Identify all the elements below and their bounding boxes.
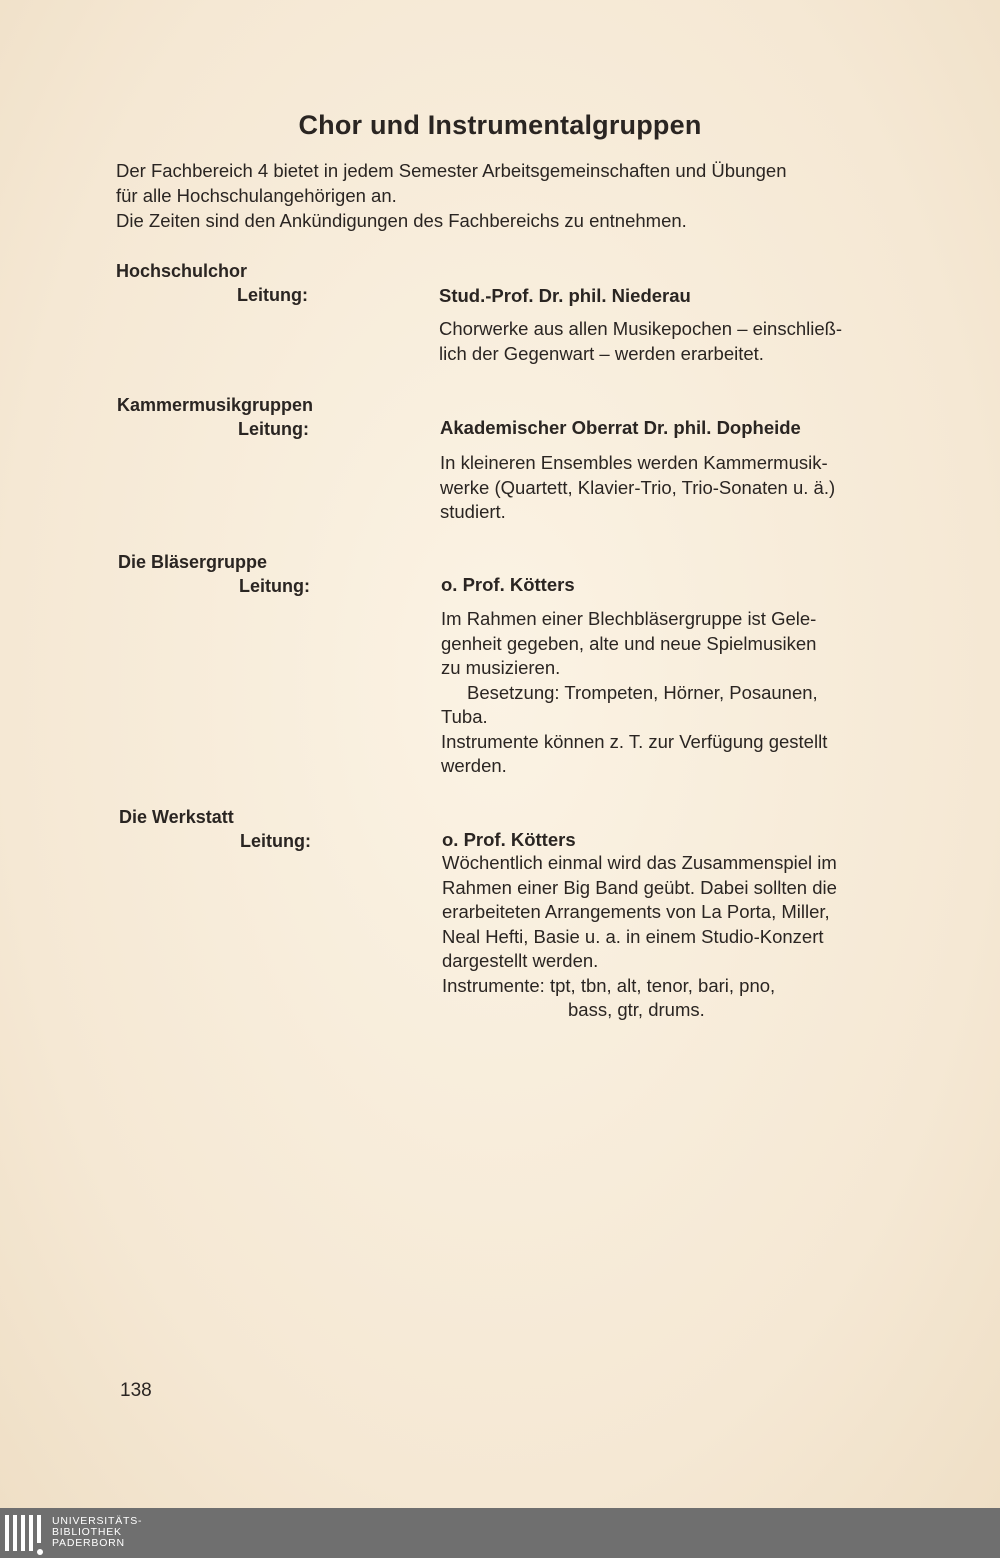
leitung-label: Leitung: [239, 576, 310, 596]
page-number: 138 [120, 1380, 152, 1401]
section-title: Die Bläsergruppe [118, 552, 268, 572]
section-description [441, 607, 827, 779]
intro-paragraph [116, 158, 916, 233]
section-leader: Akademischer Oberrat Dr. phil. Dopheide [440, 417, 801, 438]
section-description [439, 317, 842, 366]
leitung-label: Leitung: [238, 419, 309, 439]
description-line: erarbeiteten Arrangements von La Porta, Miller, [442, 901, 830, 922]
library-name-line: PADERBORN [52, 1537, 125, 1549]
intro-line: Der Fachbereich 4 bietet in jedem Semester Arbeitsgemeinschaften und Übungen [116, 160, 787, 181]
description-line: Wöchentlich einmal wird das Zusammenspiel im [442, 852, 837, 873]
section-leader: Stud.-Prof. Dr. phil. Niederau [439, 285, 691, 306]
page-title: Chor und Instrumentalgruppen [298, 110, 702, 140]
description-line: zu musizieren. [441, 657, 561, 678]
library-logo-icon [5, 1515, 45, 1553]
library-name [52, 1516, 142, 1549]
description-line: studiert. [440, 501, 506, 522]
description-line: Rahmen einer Big Band geübt. Dabei sollten die [442, 876, 837, 898]
intro-line: Die Zeiten sind den Ankündigungen des Fachbereichs zu entnehmen. [116, 210, 687, 231]
description-line: Tuba. [441, 706, 488, 727]
description-line: Instrumente: tpt, tbn, alt, tenor, bari, pno, [442, 974, 776, 996]
description-line: genheit gegeben, alte und neue Spielmusiken [441, 632, 817, 654]
description-line: Neal Hefti, Basie u. a. in einem Studio-Konzert [442, 925, 824, 947]
description-line: lich der Gegenwart – werden erarbeitet. [439, 342, 764, 364]
library-name-line: BIBLIOTHEK [52, 1526, 122, 1538]
description-line: Chorwerke aus allen Musikepochen – einschließ- [439, 318, 843, 339]
description-line: Im Rahmen einer Blechbläsergruppe ist Gele- [441, 608, 817, 629]
section-leader: o. Prof. Kötters [442, 829, 576, 850]
section-title: Die Werkstatt [119, 807, 234, 827]
library-footer [0, 1508, 1000, 1558]
leitung-label: Leitung: [240, 831, 311, 851]
description-line: Instrumente können z. T. zur Verfügung gestellt [441, 730, 828, 752]
description-line: werden. [441, 755, 507, 776]
description-line: dargestellt werden. [442, 950, 599, 971]
leitung-label: Leitung: [237, 285, 308, 305]
section-title: Hochschulchor [116, 261, 248, 281]
intro-line: für alle Hochschulangehörigen an. [116, 185, 397, 206]
description-line: In kleineren Ensembles werden Kammermusik- [440, 452, 828, 473]
section-description [440, 451, 835, 525]
description-line: bass, gtr, drums. [568, 999, 705, 1020]
library-name-line: UNIVERSITÄTS- [52, 1515, 143, 1527]
section-leader: o. Prof. Kötters [441, 574, 575, 595]
section-description [442, 851, 837, 1023]
section-title: Kammermusikgruppen [117, 395, 314, 415]
description-line: Besetzung: Trompeten, Hörner, Posaunen, [467, 681, 818, 703]
description-line: werke (Quartett, Klavier-Trio, Trio-Sonaten u. ä.) [440, 476, 836, 498]
